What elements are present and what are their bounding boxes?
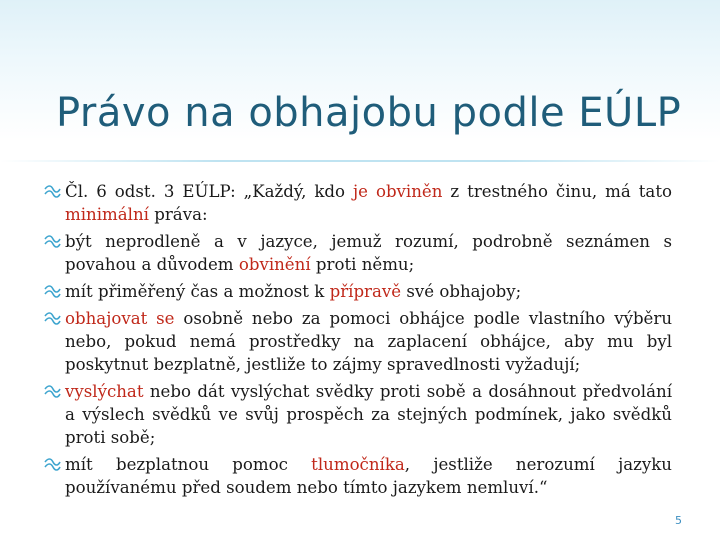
highlight-text: minimální (65, 205, 149, 224)
list-item (44, 280, 672, 303)
list-item (44, 230, 672, 276)
highlight-text: tlumočníka (311, 455, 405, 474)
wave-bullet-icon (44, 285, 61, 298)
highlight-text: je obviněn (353, 182, 443, 201)
slide-title: Právo na obhajobu podle EÚLP (56, 90, 682, 136)
highlight-text: obvinění (238, 255, 311, 274)
highlight-text: obhajovat se (65, 309, 175, 328)
title-divider (0, 160, 720, 162)
highlight-text: přípravě (329, 282, 402, 301)
page-number: 5 (675, 514, 682, 527)
wave-bullet-icon (44, 235, 61, 248)
item-text: být neprodleně a v jazyce, jemuž rozumí, podrobně seznámen s povahou a důvodem (65, 232, 672, 274)
item-text: , jestliže nerozumí jazyku používanému před soudem nebo tímto jazykem nemluví.“ (65, 455, 672, 497)
item-text: práva: (148, 205, 208, 224)
wave-bullet-icon (44, 458, 61, 471)
item-text: Čl. 6 odst. 3 EÚLP: „Každý, kdo (65, 182, 353, 201)
item-text: mít bezplatnou pomoc (65, 455, 312, 474)
wave-bullet-icon (44, 312, 61, 325)
list-item (44, 380, 672, 449)
bullet-list (44, 180, 672, 503)
item-text: nebo dát vyslýchat svědky proti sobě a dosáhnout předvolání a výslech svědků ve svůj prospěch za stejných podmínek, jako svědků proti sobě; (65, 382, 672, 447)
list-item (44, 453, 672, 499)
item-text: mít přiměřený čas a možnost k (65, 282, 330, 301)
item-text: osobně nebo za pomoci obhájce podle vlastního výběru nebo, pokud nemá prostředky na zaplacení obhájce, aby mu byl poskytnut bezplatně, jestliže to zájmy spravedlnosti vyžadují; (65, 309, 673, 374)
list-item (44, 180, 672, 226)
list-item (44, 307, 672, 376)
highlight-text: vyslýchat (65, 382, 144, 401)
wave-bullet-icon (44, 385, 61, 398)
item-text: své obhajoby; (401, 282, 522, 301)
item-text: z trestného činu, má tato (442, 182, 672, 201)
wave-bullet-icon (44, 185, 61, 198)
item-text: proti němu; (310, 255, 415, 274)
